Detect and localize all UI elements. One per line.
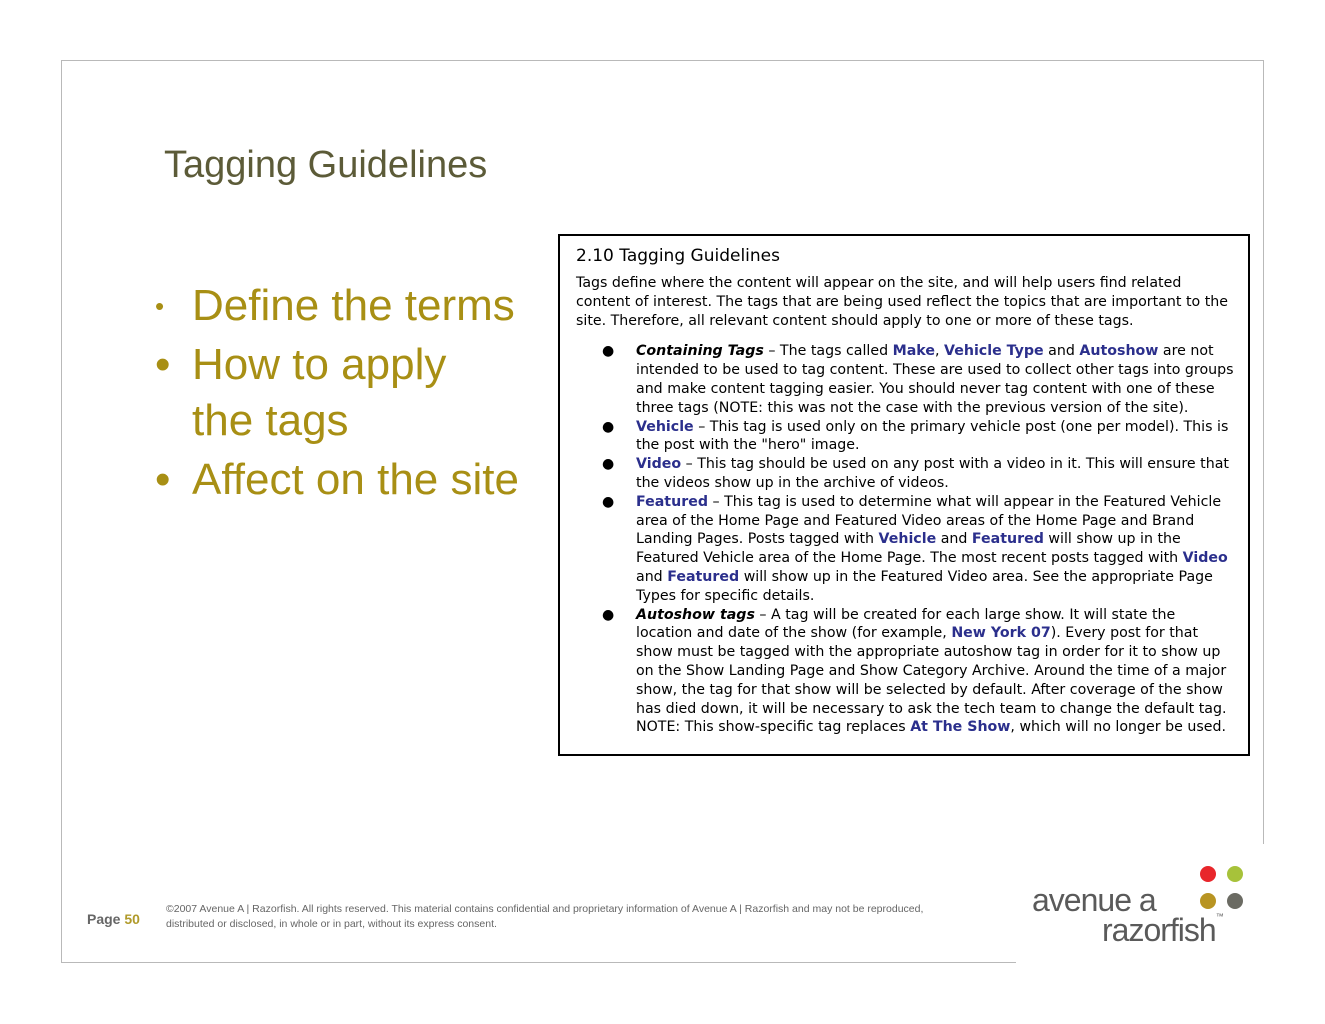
- tag-term: Featured: [971, 531, 1044, 548]
- tag-term: New York 07: [951, 625, 1051, 642]
- item-text: are not intended to be used to tag content. These are used to collect other tags into groups and make content tagging easier. You should never tag content with one of these three tags (NOTE: this was not the case with the previous version of the site).: [636, 343, 1234, 416]
- excerpt-list-item: [576, 418, 1234, 456]
- document-excerpt: [558, 234, 1250, 756]
- list-bullet: ●: [602, 418, 615, 435]
- tag-term: Autoshow: [1079, 343, 1159, 360]
- page-label-text: Page: [87, 911, 121, 927]
- logo-line-1: avenue a: [1032, 882, 1156, 918]
- bullet-dot: •: [155, 340, 171, 389]
- item-text: – This tag should be used on any post with a video in it. This will ensure that the videos show up in the archive of videos.: [636, 456, 1229, 491]
- logo-dot-green: [1227, 866, 1243, 882]
- bullet-dot: •: [155, 455, 171, 504]
- logo-dot-grey: [1227, 893, 1243, 909]
- item-text: – This tag is used only on the primary vehicle post (one per model). This is the post with the "hero" image.: [636, 418, 1229, 454]
- item-text: and: [636, 568, 668, 585]
- tag-term: Video: [1182, 550, 1228, 567]
- item-text: and: [1043, 343, 1080, 360]
- bullet-item: [155, 337, 555, 449]
- logo-line-2: [1102, 912, 1223, 949]
- page-number: 50: [124, 911, 140, 927]
- tag-term: Vehicle Type: [944, 343, 1044, 360]
- tag-term: Vehicle: [636, 418, 694, 435]
- item-text: – A tag will be created for each large show. It will state the location and date of the show (for example,: [636, 606, 1176, 642]
- excerpt-list-item: [576, 493, 1234, 606]
- copyright-notice: ©2007 Avenue A | Razorfish. All rights reserved. This material contains confidential and proprietary information of Avenue A | Razorfish and may not be reproduced, distributed or disclosed, in whole or in part, without its express consent.: [166, 903, 924, 930]
- item-text: and: [936, 531, 972, 548]
- page-title: Tagging Guidelines: [164, 144, 488, 186]
- item-text: – This tag is used to determine what will appear in the Featured Vehicle area of the Home Page and Featured Video areas of the Home Page and Brand Landing Pages. Posts tagged with: [636, 493, 1222, 548]
- tag-term: At The Show: [910, 719, 1011, 736]
- tag-term: Video: [636, 456, 682, 473]
- excerpt-list-item: [576, 342, 1234, 417]
- trademark: ™: [1215, 912, 1223, 921]
- tag-term: Vehicle: [878, 531, 937, 548]
- logo-line-2-text: razorfish: [1102, 912, 1216, 948]
- bullet-dot: •: [155, 291, 165, 321]
- list-bullet: ●: [602, 493, 615, 510]
- list-bullet: ●: [602, 456, 615, 473]
- list-bullet: ●: [602, 343, 615, 360]
- bullet-item: [155, 452, 555, 508]
- excerpt-list-item: [576, 606, 1234, 738]
- bullet-text: Define the terms: [192, 281, 515, 330]
- item-text: will show up in the Featured Video area. See the appropriate Page Types for specific details.: [636, 568, 1213, 604]
- item-text: ). Every post for that show must be tagged with the appropriate autoshow tag in order for it to show up on the Show Landing Page and Show Category Archive. Around the time of a major show, the tag for that show will be selected by default. After coverage of the show has died down, it will be necessary to ask the tech team to change the default tag. NOTE: This show-specific tag replaces: [636, 625, 1227, 736]
- bullet-text: How to apply the tags: [192, 340, 447, 445]
- list-bullet: ●: [602, 606, 615, 623]
- tag-group-term: Containing Tags: [636, 343, 764, 360]
- excerpt-heading: 2.10 Tagging Guidelines: [576, 246, 780, 266]
- item-text: will show up in the Featured Vehicle area of the Home Page. The most recent posts tagged with: [636, 531, 1183, 567]
- excerpt-list-item: [576, 455, 1234, 493]
- tag-term: Featured: [636, 493, 708, 510]
- tag-group-term: Autoshow tags: [636, 606, 755, 623]
- company-logo: [1032, 862, 1262, 952]
- tag-term: Featured: [667, 568, 740, 585]
- page-number-label: [87, 911, 140, 927]
- item-text: – The tags called: [763, 343, 893, 360]
- excerpt-list: [576, 342, 1234, 737]
- excerpt-intro: Tags define where the content will appear on the site, and will help users find related content of interest. The tags that are being used reflect the topics that are important to the site. Therefore, all relevant content should apply to one or more of these tags.: [576, 275, 1228, 329]
- bullet-list: [155, 278, 555, 508]
- bullet-text: Affect on the site: [192, 455, 519, 504]
- item-text: , which will no longer be used.: [1010, 719, 1226, 736]
- logo-dot-gold: [1200, 893, 1216, 909]
- logo-dot-red: [1200, 866, 1216, 882]
- tag-term: Make: [892, 343, 935, 360]
- item-text: ,: [934, 343, 945, 360]
- bullet-item: [155, 278, 555, 334]
